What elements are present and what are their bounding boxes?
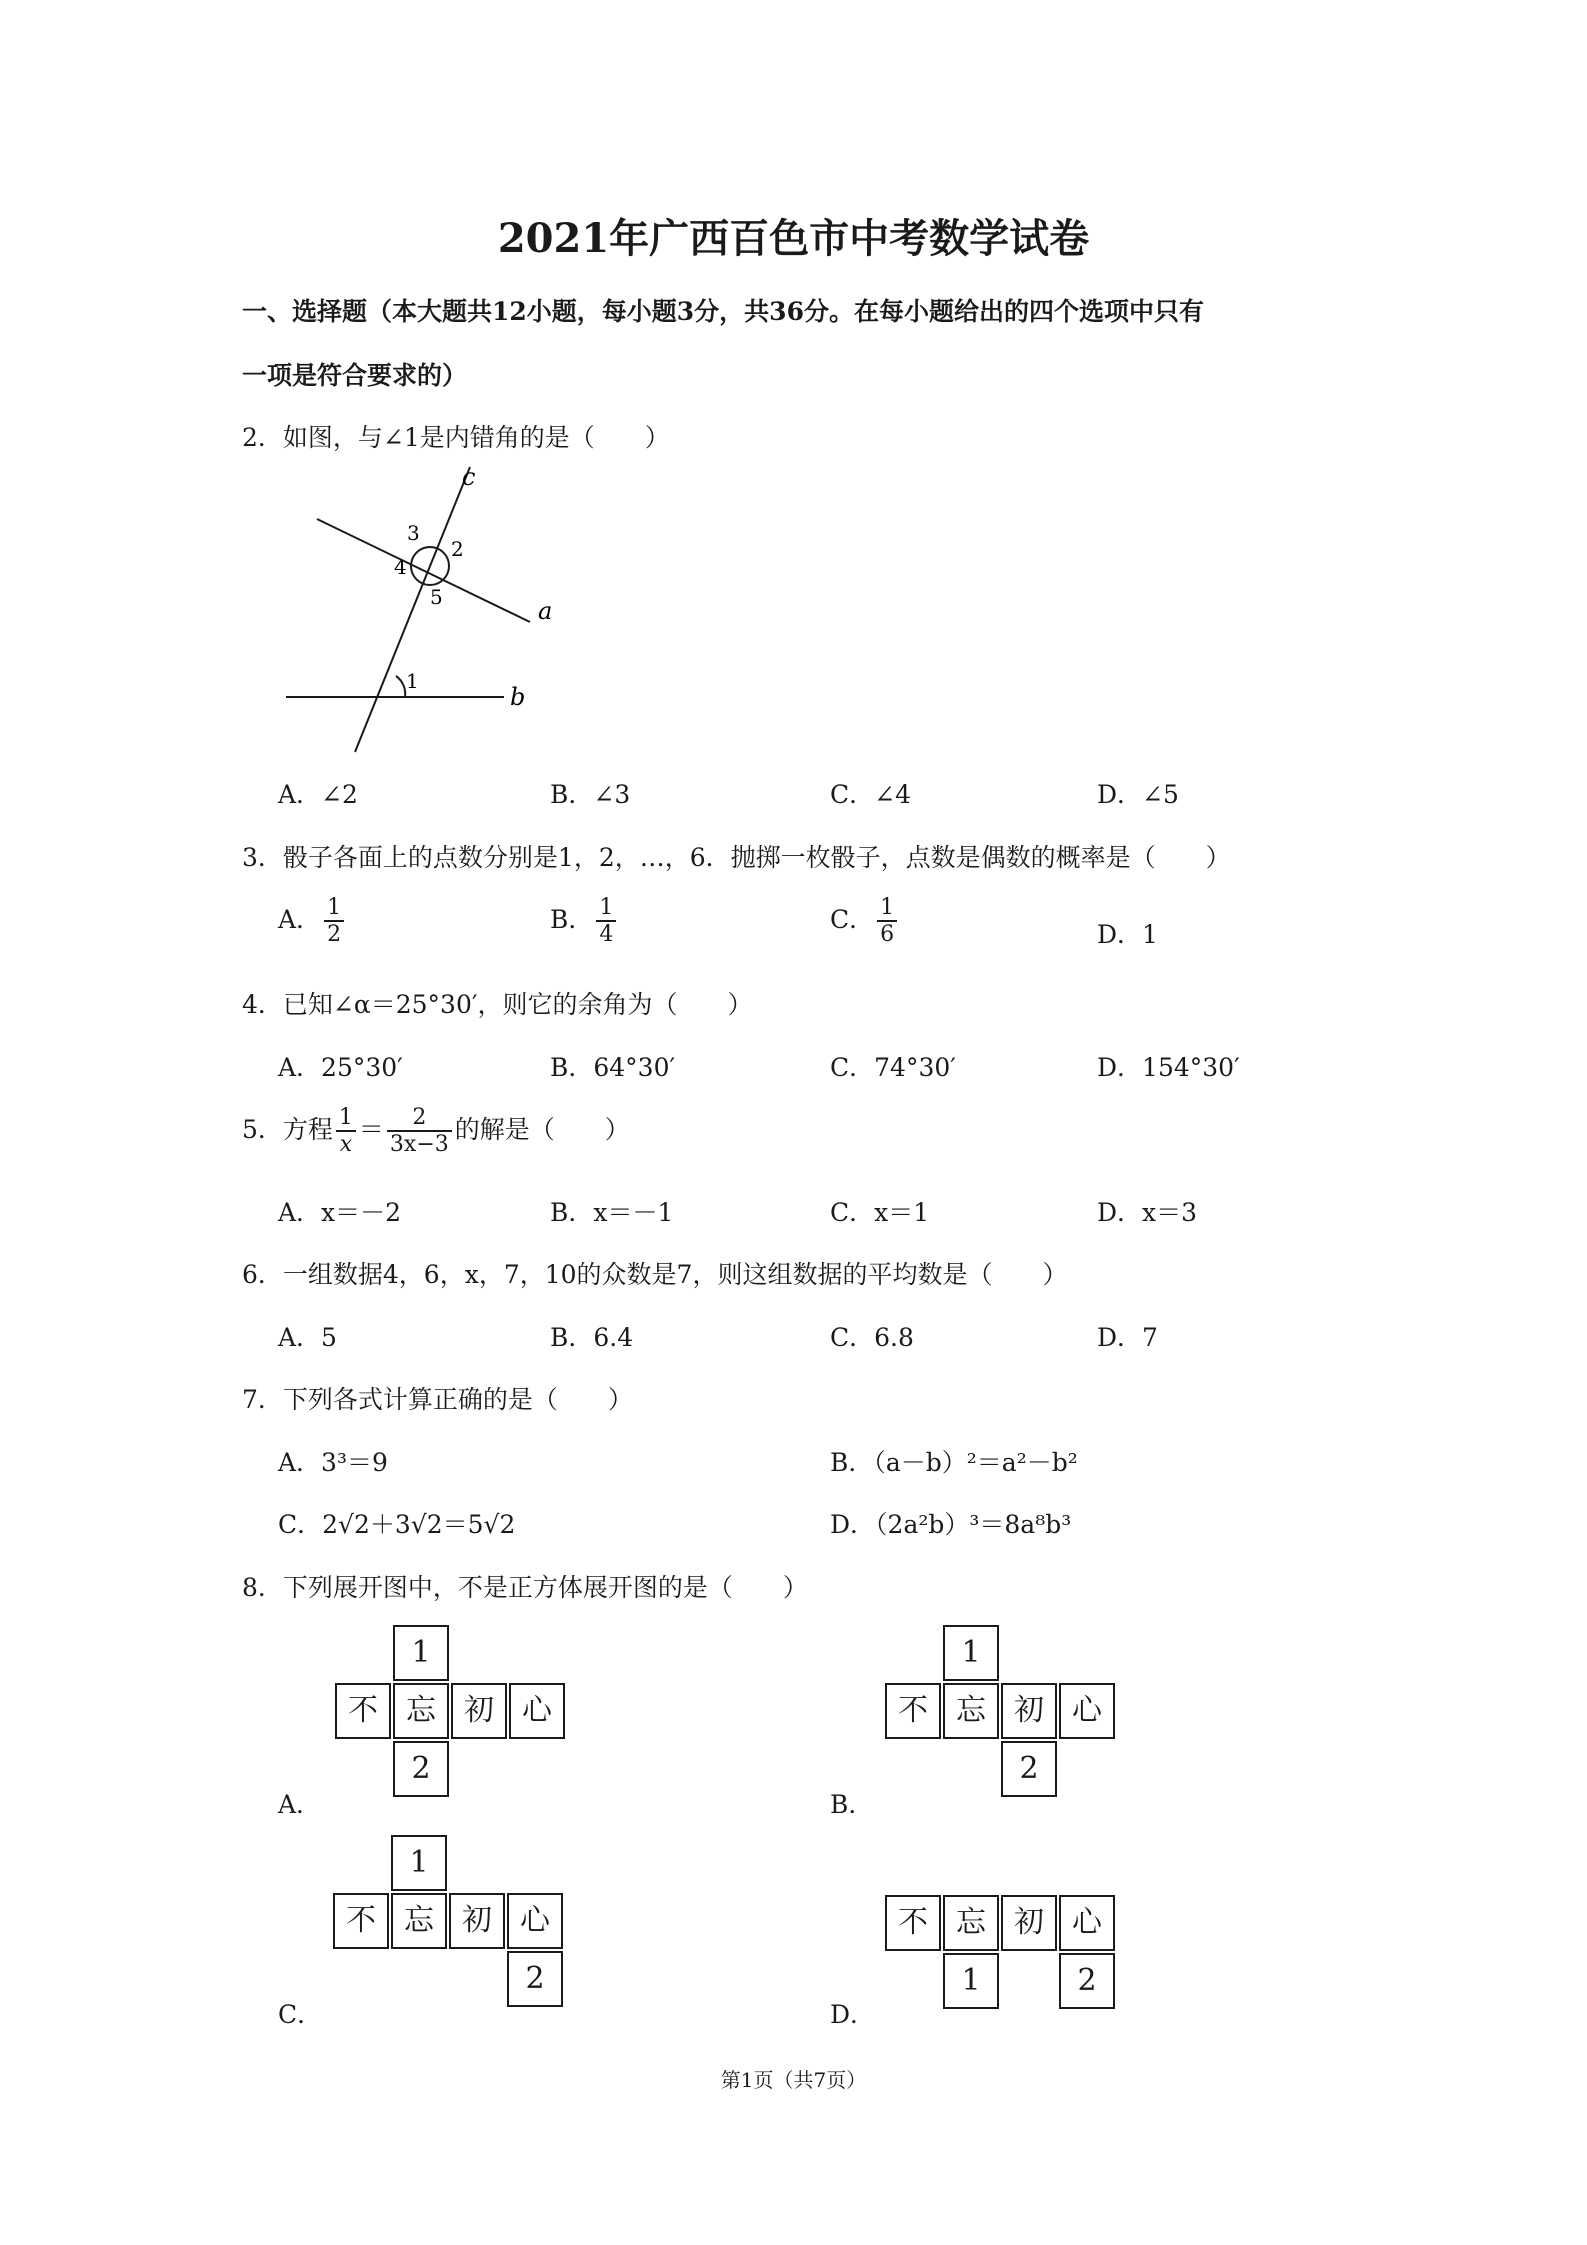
numerator: 2 [387,1105,452,1132]
section-heading-line2: 一项是符合要求的） [242,361,468,390]
net-cell: 1 [391,1835,447,1891]
net-cell: 初 [451,1683,507,1739]
label-2: 2 [451,537,464,561]
q5-rhs-fraction [387,1105,452,1158]
line-a [317,519,530,622]
q2-option-b[interactable]: B．∠3 [550,780,631,809]
q3-option-a-fraction [324,895,344,948]
net-cell: 忘 [943,1895,999,1951]
label-1: 1 [406,669,419,693]
q7-option-a[interactable]: A．3³＝9 [278,1448,388,1477]
net-cell: 2 [1059,1953,1115,2009]
q6-option-a[interactable]: A．5 [278,1323,337,1352]
question-7-stem: 7．下列各式计算正确的是（ ） [242,1385,633,1414]
question-5-stem [242,1105,630,1158]
question-3-stem: 3．骰子各面上的点数分别是1，2，…，6．抛掷一枚骰子，点数是偶数的概率是（ ） [242,843,1231,872]
q5-lhs-fraction [336,1105,356,1158]
q7-option-c[interactable]: C．2√2＋3√2＝5√2 [278,1510,516,1539]
label-c: c [462,463,476,491]
q3-option-d-value: 1 [1142,920,1158,949]
q3-option-d-label: D． [1097,920,1143,949]
numerator: 1 [324,895,344,922]
numerator: 1 [336,1105,356,1132]
q2-option-c[interactable]: C．∠4 [830,780,911,809]
net-cell: 1 [943,1625,999,1681]
numerator: 1 [877,895,897,922]
q4-option-d[interactable]: D．154°30′ [1097,1053,1240,1082]
q8-option-a-label[interactable]: A． [278,1790,322,1819]
q6-option-d[interactable]: D．7 [1097,1323,1158,1352]
q7-option-d[interactable]: D．（2a²b）³＝8a⁸b³ [830,1510,1072,1539]
net-cell: 不 [335,1683,391,1739]
line-c [355,467,470,752]
net-cell: 忘 [943,1683,999,1739]
q5-option-a[interactable]: A．x＝－2 [278,1198,402,1227]
net-cell: 心 [1059,1683,1115,1739]
denominator: 2 [327,922,342,948]
q5-suffix: 的解是（ ） [454,1114,630,1144]
question-4-stem: 4．已知∠α＝25°30′，则它的余角为（ ） [242,990,753,1019]
q8-option-d-label[interactable]: D． [830,2000,876,2029]
exam-title: 2021年广西百色市中考数学试卷 [497,215,1090,262]
numerator: 1 [596,895,616,922]
q5-option-d[interactable]: D．x＝3 [1097,1198,1198,1227]
q3-option-a[interactable] [278,895,347,948]
q8-option-c-label[interactable]: C． [278,2000,323,2029]
q3-option-b-label: B． [550,904,594,934]
label-5: 5 [430,585,443,609]
denominator: 4 [599,922,614,948]
q4-option-c[interactable]: C．74°30′ [830,1053,956,1082]
net-cell: 2 [507,1951,563,2007]
net-cell: 初 [449,1893,505,1949]
q5-equals: ＝ [358,1114,384,1144]
q3-option-c-fraction [877,895,897,948]
net-cell: 心 [1059,1895,1115,1951]
net-cell: 不 [885,1895,941,1951]
q4-option-b[interactable]: B．64°30′ [550,1053,676,1082]
q3-option-d[interactable] [1097,915,1158,951]
q3-option-b-fraction [596,895,616,948]
angle-figure [270,462,570,762]
net-cell: 忘 [391,1893,447,1949]
section-heading-line1: 一、选择题（本大题共12小题，每小题3分，共36分。在每小题给出的四个选项中只有 [242,297,1204,326]
q6-option-b[interactable]: B．6.4 [550,1323,634,1352]
net-cell: 1 [943,1953,999,2009]
q8-option-b-label[interactable]: B． [830,1790,874,1819]
net-cell: 不 [333,1893,389,1949]
page-footer: 第1页（共7页） [720,2068,867,2092]
net-cell: 不 [885,1683,941,1739]
net-cell: 心 [509,1683,565,1739]
denominator: 6 [880,922,895,948]
net-cell: 初 [1001,1683,1057,1739]
q3-option-b[interactable] [550,895,619,948]
q4-option-a[interactable]: A．25°30′ [278,1053,403,1082]
q2-option-d[interactable]: D．∠5 [1097,780,1179,809]
net-cell: 2 [393,1741,449,1797]
question-8-stem: 8．下列展开图中，不是正方体展开图的是（ ） [242,1573,808,1602]
q3-option-c-label: C． [830,904,875,934]
label-3: 3 [407,521,420,545]
net-cell: 2 [1001,1741,1057,1797]
q5-option-b[interactable]: B．x＝－1 [550,1198,674,1227]
q5-option-c[interactable]: C．x＝1 [830,1198,930,1227]
label-a: a [538,597,553,625]
question-2-stem: 2．如图，与∠1是内错角的是（ ） [242,423,670,452]
net-cell: 忘 [393,1683,449,1739]
q7-option-b[interactable]: B．（a－b）²＝a²－b² [830,1448,1078,1477]
q5-prefix: 5．方程 [242,1114,333,1144]
angle-1-arc [396,676,405,697]
q2-option-a[interactable]: A．∠2 [278,780,358,809]
label-b: b [510,683,526,711]
question-6-stem: 6．一组数据4，6，x，7，10的众数是7，则这组数据的平均数是（ ） [242,1260,1068,1289]
net-cell: 初 [1001,1895,1057,1951]
label-4: 4 [394,555,407,579]
q6-option-c[interactable]: C．6.8 [830,1323,914,1352]
net-cell: 心 [507,1893,563,1949]
q3-option-c[interactable] [830,895,900,948]
q3-option-a-label: A． [278,904,322,934]
denominator: x [339,1132,353,1158]
net-cell: 1 [393,1625,449,1681]
denominator: 3x−3 [389,1132,449,1158]
